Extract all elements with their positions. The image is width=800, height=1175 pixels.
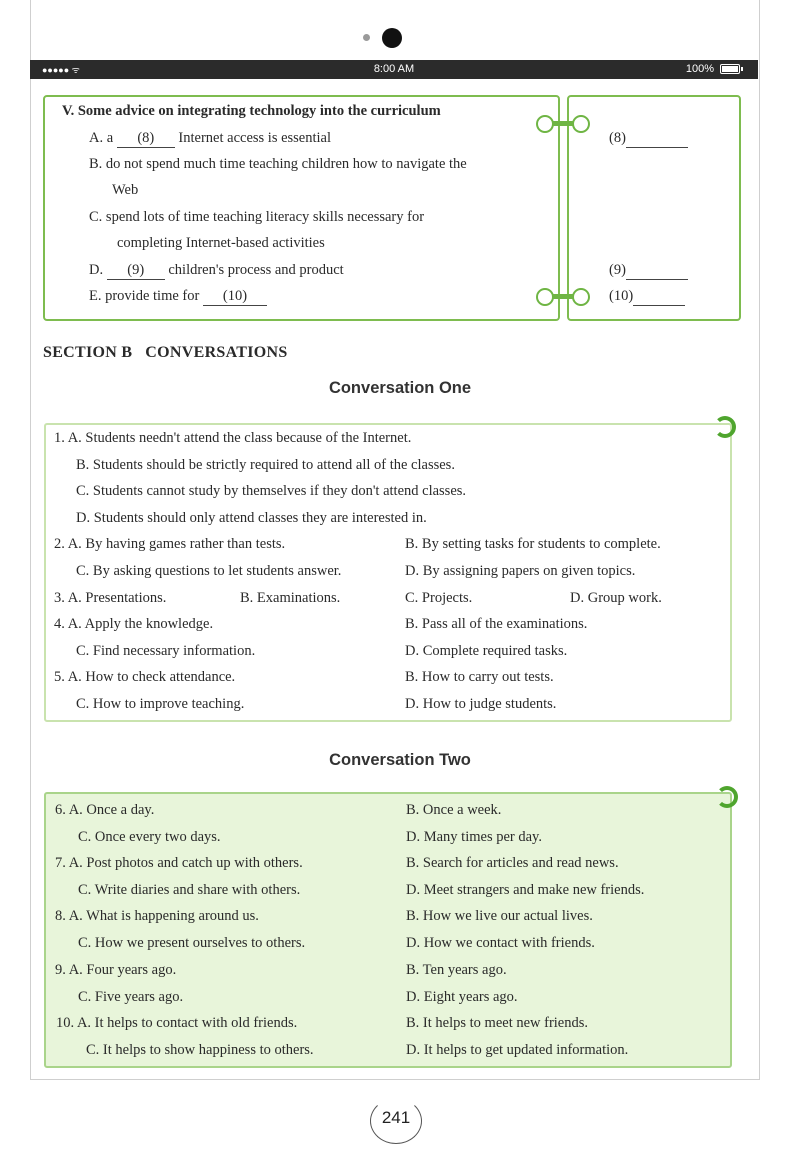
q5-option-c[interactable]: C. How to improve teaching. (76, 696, 245, 712)
q1-option-a[interactable]: 1. A. Students needn't attend the class because of the Internet. (54, 430, 412, 446)
option-v-b-line1: B. do not spend much time teaching children how to navigate the (89, 156, 467, 172)
q10-option-a[interactable]: 10. A. It helps to contact with old friends. (56, 1015, 298, 1031)
q2-option-a[interactable]: 2. A. By having games rather than tests. (54, 536, 286, 552)
blank-9[interactable]: (9) (107, 262, 165, 280)
q8-option-b[interactable]: B. How we live our actual lives. (406, 908, 593, 924)
q6-option-b[interactable]: B. Once a week. (406, 802, 502, 818)
q1-option-c[interactable]: C. Students cannot study by themselves if they don't attend classes. (76, 483, 467, 499)
q6-option-d[interactable]: D. Many times per day. (406, 829, 542, 845)
q5-option-a[interactable]: 5. A. How to check attendance. (54, 669, 236, 685)
q9-option-d[interactable]: D. Eight years ago. (406, 989, 518, 1005)
answer-10[interactable]: (10) (609, 288, 685, 306)
q9-option-c[interactable]: C. Five years ago. (78, 989, 184, 1005)
option-v-a: A. a (8) Internet access is essential (89, 130, 332, 146)
page-number-badge (370, 1098, 422, 1144)
blank-8[interactable]: (8) (117, 130, 175, 148)
answer-8[interactable]: (8) (609, 130, 688, 148)
binder-ring-icon (572, 115, 590, 133)
q10-option-c[interactable]: C. It helps to show happiness to others. (86, 1042, 314, 1058)
q4-option-d[interactable]: D. Complete required tasks. (405, 643, 568, 659)
option-v-d: D. (9) children's process and product (89, 262, 344, 278)
page-curl-icon (714, 416, 736, 438)
battery-percent: 100% (685, 63, 714, 75)
q2-option-d[interactable]: D. By assigning papers on given topics. (405, 563, 636, 579)
page-curl-icon (716, 786, 738, 808)
conversation-two-title: Conversation Two (329, 751, 471, 769)
q2-option-b[interactable]: B. By setting tasks for students to complete. (405, 536, 661, 552)
q7-option-d[interactable]: D. Meet strangers and make new friends. (406, 882, 645, 898)
binder-ring-icon (536, 115, 554, 133)
q7-option-c[interactable]: C. Write diaries and share with others. (78, 882, 301, 898)
q5-option-b[interactable]: B. How to carry out tests. (405, 669, 554, 685)
q9-option-b[interactable]: B. Ten years ago. (406, 962, 507, 978)
option-v-c-line1: C. spend lots of time teaching literacy skills necessary for (89, 209, 425, 225)
q7-option-a[interactable]: 7. A. Post photos and catch up with others. (55, 855, 303, 871)
section-b-heading: SECTION B CONVERSATIONS (43, 344, 288, 361)
q4-option-c[interactable]: C. Find necessary information. (76, 643, 256, 659)
battery-icon (720, 64, 740, 74)
q3-option-d[interactable]: D. Group work. (570, 590, 662, 606)
binder-ring-icon (572, 288, 590, 306)
q7-option-b[interactable]: B. Search for articles and read news. (406, 855, 619, 871)
q4-option-a[interactable]: 4. A. Apply the knowledge. (54, 616, 214, 632)
status-time: 8:00 AM (373, 63, 415, 75)
page-number: 241 (381, 1108, 411, 1127)
q2-option-c[interactable]: C. By asking questions to let students answer. (76, 563, 342, 579)
q4-option-b[interactable]: B. Pass all of the examinations. (405, 616, 588, 632)
section-v-title: V. Some advice on integrating technology into the curriculum (62, 103, 441, 119)
q3-option-a[interactable]: 3. A. Presentations. (54, 590, 167, 606)
option-v-c-line2: completing Internet-based activities (117, 235, 325, 251)
q3-option-b[interactable]: B. Examinations. (240, 590, 341, 606)
camera-icon (382, 28, 402, 48)
answer-9[interactable]: (9) (609, 262, 688, 280)
q10-option-b[interactable]: B. It helps to meet new friends. (406, 1015, 589, 1031)
sensor-icon (363, 34, 370, 41)
q1-option-b[interactable]: B. Students should be strictly required to attend all of the classes. (76, 457, 455, 473)
q3-option-c[interactable]: C. Projects. (405, 590, 473, 606)
q6-option-a[interactable]: 6. A. Once a day. (55, 802, 155, 818)
q5-option-d[interactable]: D. How to judge students. (405, 696, 557, 712)
q8-option-d[interactable]: D. How we contact with friends. (406, 935, 595, 951)
binder-ring-icon (536, 288, 554, 306)
conversation-one-title: Conversation One (328, 379, 472, 397)
q10-option-d[interactable]: D. It helps to get updated information. (406, 1042, 629, 1058)
signal-icon: ●●●●● ᯤ (42, 65, 80, 75)
blank-10[interactable]: (10) (203, 288, 267, 306)
q8-option-a[interactable]: 8. A. What is happening around us. (55, 908, 259, 924)
q8-option-c[interactable]: C. How we present ourselves to others. (78, 935, 306, 951)
status-bar (30, 60, 758, 79)
option-v-e: E. provide time for (10) (89, 288, 267, 306)
q9-option-a[interactable]: 9. A. Four years ago. (55, 962, 177, 978)
option-v-b-line2: Web (112, 182, 139, 198)
q6-option-c[interactable]: C. Once every two days. (78, 829, 221, 845)
q1-option-d[interactable]: D. Students should only attend classes they are interested in. (76, 510, 427, 526)
